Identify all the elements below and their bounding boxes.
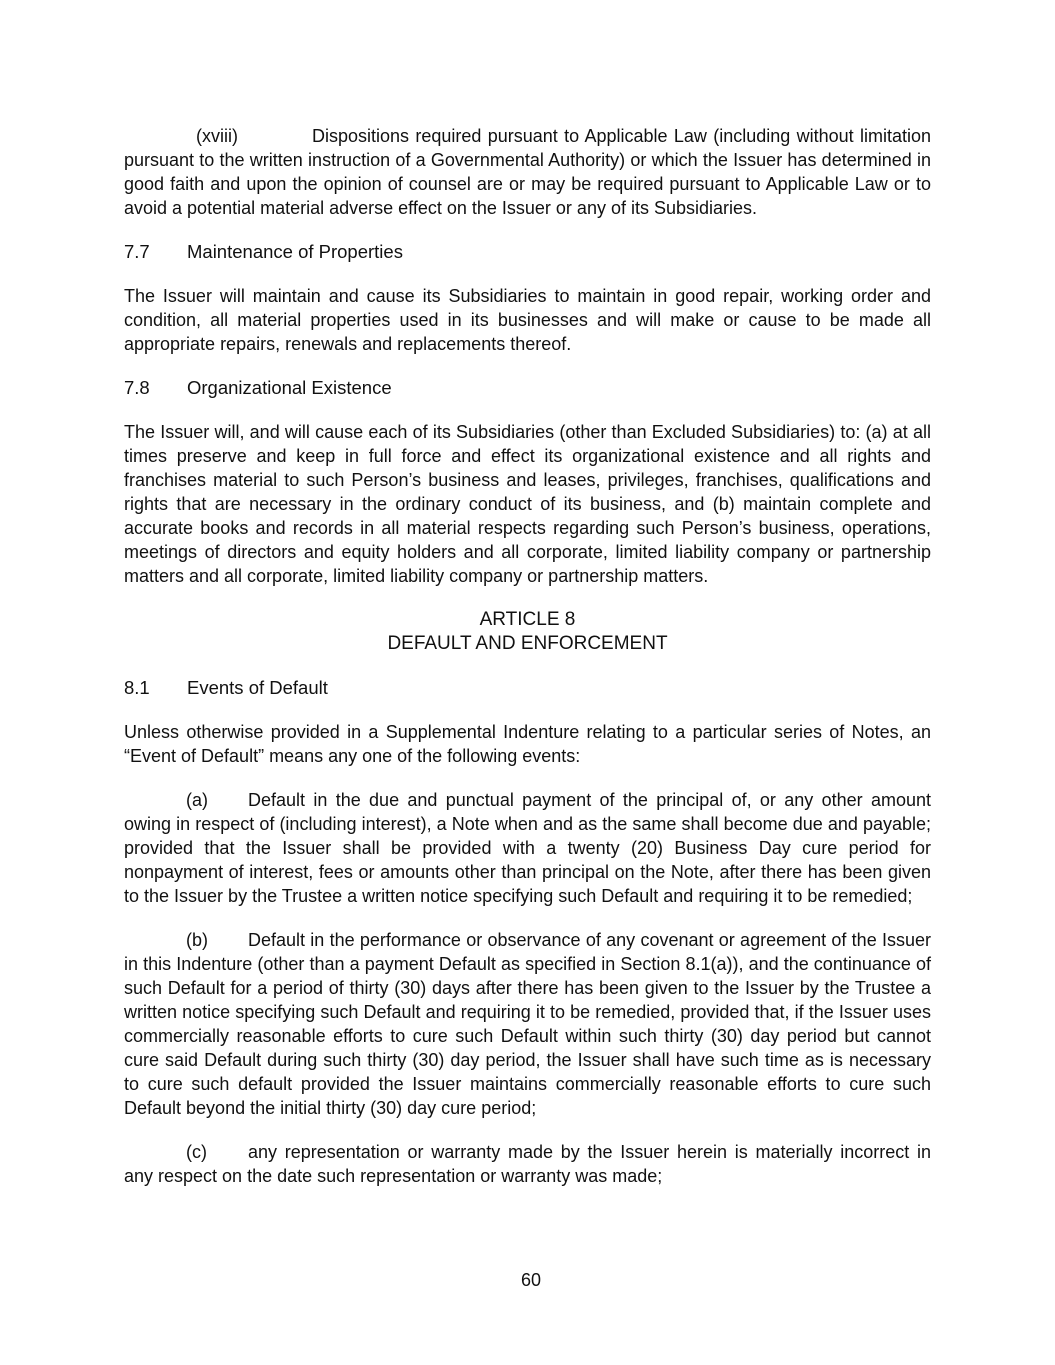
- section-heading-8-1: [124, 676, 931, 700]
- section-number-8-1: 8.1: [124, 677, 150, 698]
- clause-label-a: (a): [186, 790, 208, 810]
- clause-text-xviii: Dispositions required pursuant to Applicable Law (including without limitation pursuant to the written instruction of a Governmental Authority) or which the Issuer has determined in good faith and upon the opinion of counsel are or may be required pursuant to Applicable Law or to avoid a potential material adverse effect on the Issuer or any of its Subsidiaries.: [124, 126, 931, 218]
- clause-c: [124, 1140, 931, 1188]
- clause-label-b: (b): [186, 930, 208, 950]
- paragraph-xviii: [124, 124, 931, 220]
- clause-text-b: Default in the performance or observance of any covenant or agreement of the Issuer in this Indenture (other than a payment Default as specified in Section 8.1(a)), and the continuance of such Default for a period of thirty (30) days after there has been given to the Issuer by the Trustee a written notice specifying such Default and requiring it to be remedied, provided that, if the Issuer uses commercially reasonable efforts to cure such Default within such thirty (30) day period but cannot cure said Default during such thirty (30) day period, the Issuer shall have such time as is necessary to cure such default provided the Issuer maintains commercially reasonable efforts to cure such Default beyond the initial thirty (30) day cure period;: [124, 930, 931, 1118]
- section-heading-7-8: [124, 376, 931, 400]
- article-title: DEFAULT AND ENFORCEMENT: [387, 633, 668, 654]
- page-number: 60: [520, 1270, 542, 1290]
- section-intro-8-1: Unless otherwise provided in a Supplemental Indenture relating to a particular series of Notes, an “Event of Default” means any one of the following events:: [124, 722, 931, 766]
- section-text-7-7: The Issuer will maintain and cause its Subsidiaries to maintain in good repair, working order and condition, all material properties used in its businesses and will make or cause to be made all appropriate repairs, renewals and replacements thereof.: [124, 286, 931, 354]
- section-number-7-7: 7.7: [124, 241, 150, 262]
- section-title-7-7: Maintenance of Properties: [187, 241, 403, 262]
- document-page: [124, 124, 931, 1208]
- clause-a: [124, 788, 931, 908]
- article-heading: [124, 608, 931, 656]
- section-number-7-8: 7.8: [124, 377, 150, 398]
- clause-b: [124, 928, 931, 1120]
- article-number: ARTICLE 8: [479, 609, 576, 630]
- section-title-8-1: Events of Default: [187, 677, 328, 698]
- clause-text-c: any representation or warranty made by the Issuer herein is materially incorrect in any respect on the date such representation or warranty was made;: [124, 1142, 931, 1186]
- clause-text-a: Default in the due and punctual payment of the principal of, or any other amount owing in respect of (including interest), a Note when and as the same shall become due and payable; provided that the Issuer shall be provided with a twenty (20) Business Day cure period for nonpayment of interest, fees or amounts other than principal on the Note, after there has been given to the Issuer by the Trustee a written notice specifying such Default and requiring it to be remedied;: [124, 790, 931, 906]
- section-text-7-8: The Issuer will, and will cause each of its Subsidiaries (other than Excluded Subsidiaries) to: (a) at all times preserve and keep in full force and effect its organizational existence and all rights and franchises material to such Person’s business and leases, privileges, franchises, qualifications and rights that are necessary in the ordinary conduct of its business, and (b) maintain complete and accurate books and records in all material respects regarding such Person’s business, operations, meetings of directors and equity holders and all corporate, limited liability company or partnership matters and all corporate, limited liability company or partnership matters.: [124, 422, 931, 586]
- clause-label-xviii: (xviii): [196, 126, 238, 146]
- section-title-7-8: Organizational Existence: [187, 377, 392, 398]
- section-heading-7-7: [124, 240, 931, 264]
- clause-label-c: (c): [186, 1142, 207, 1162]
